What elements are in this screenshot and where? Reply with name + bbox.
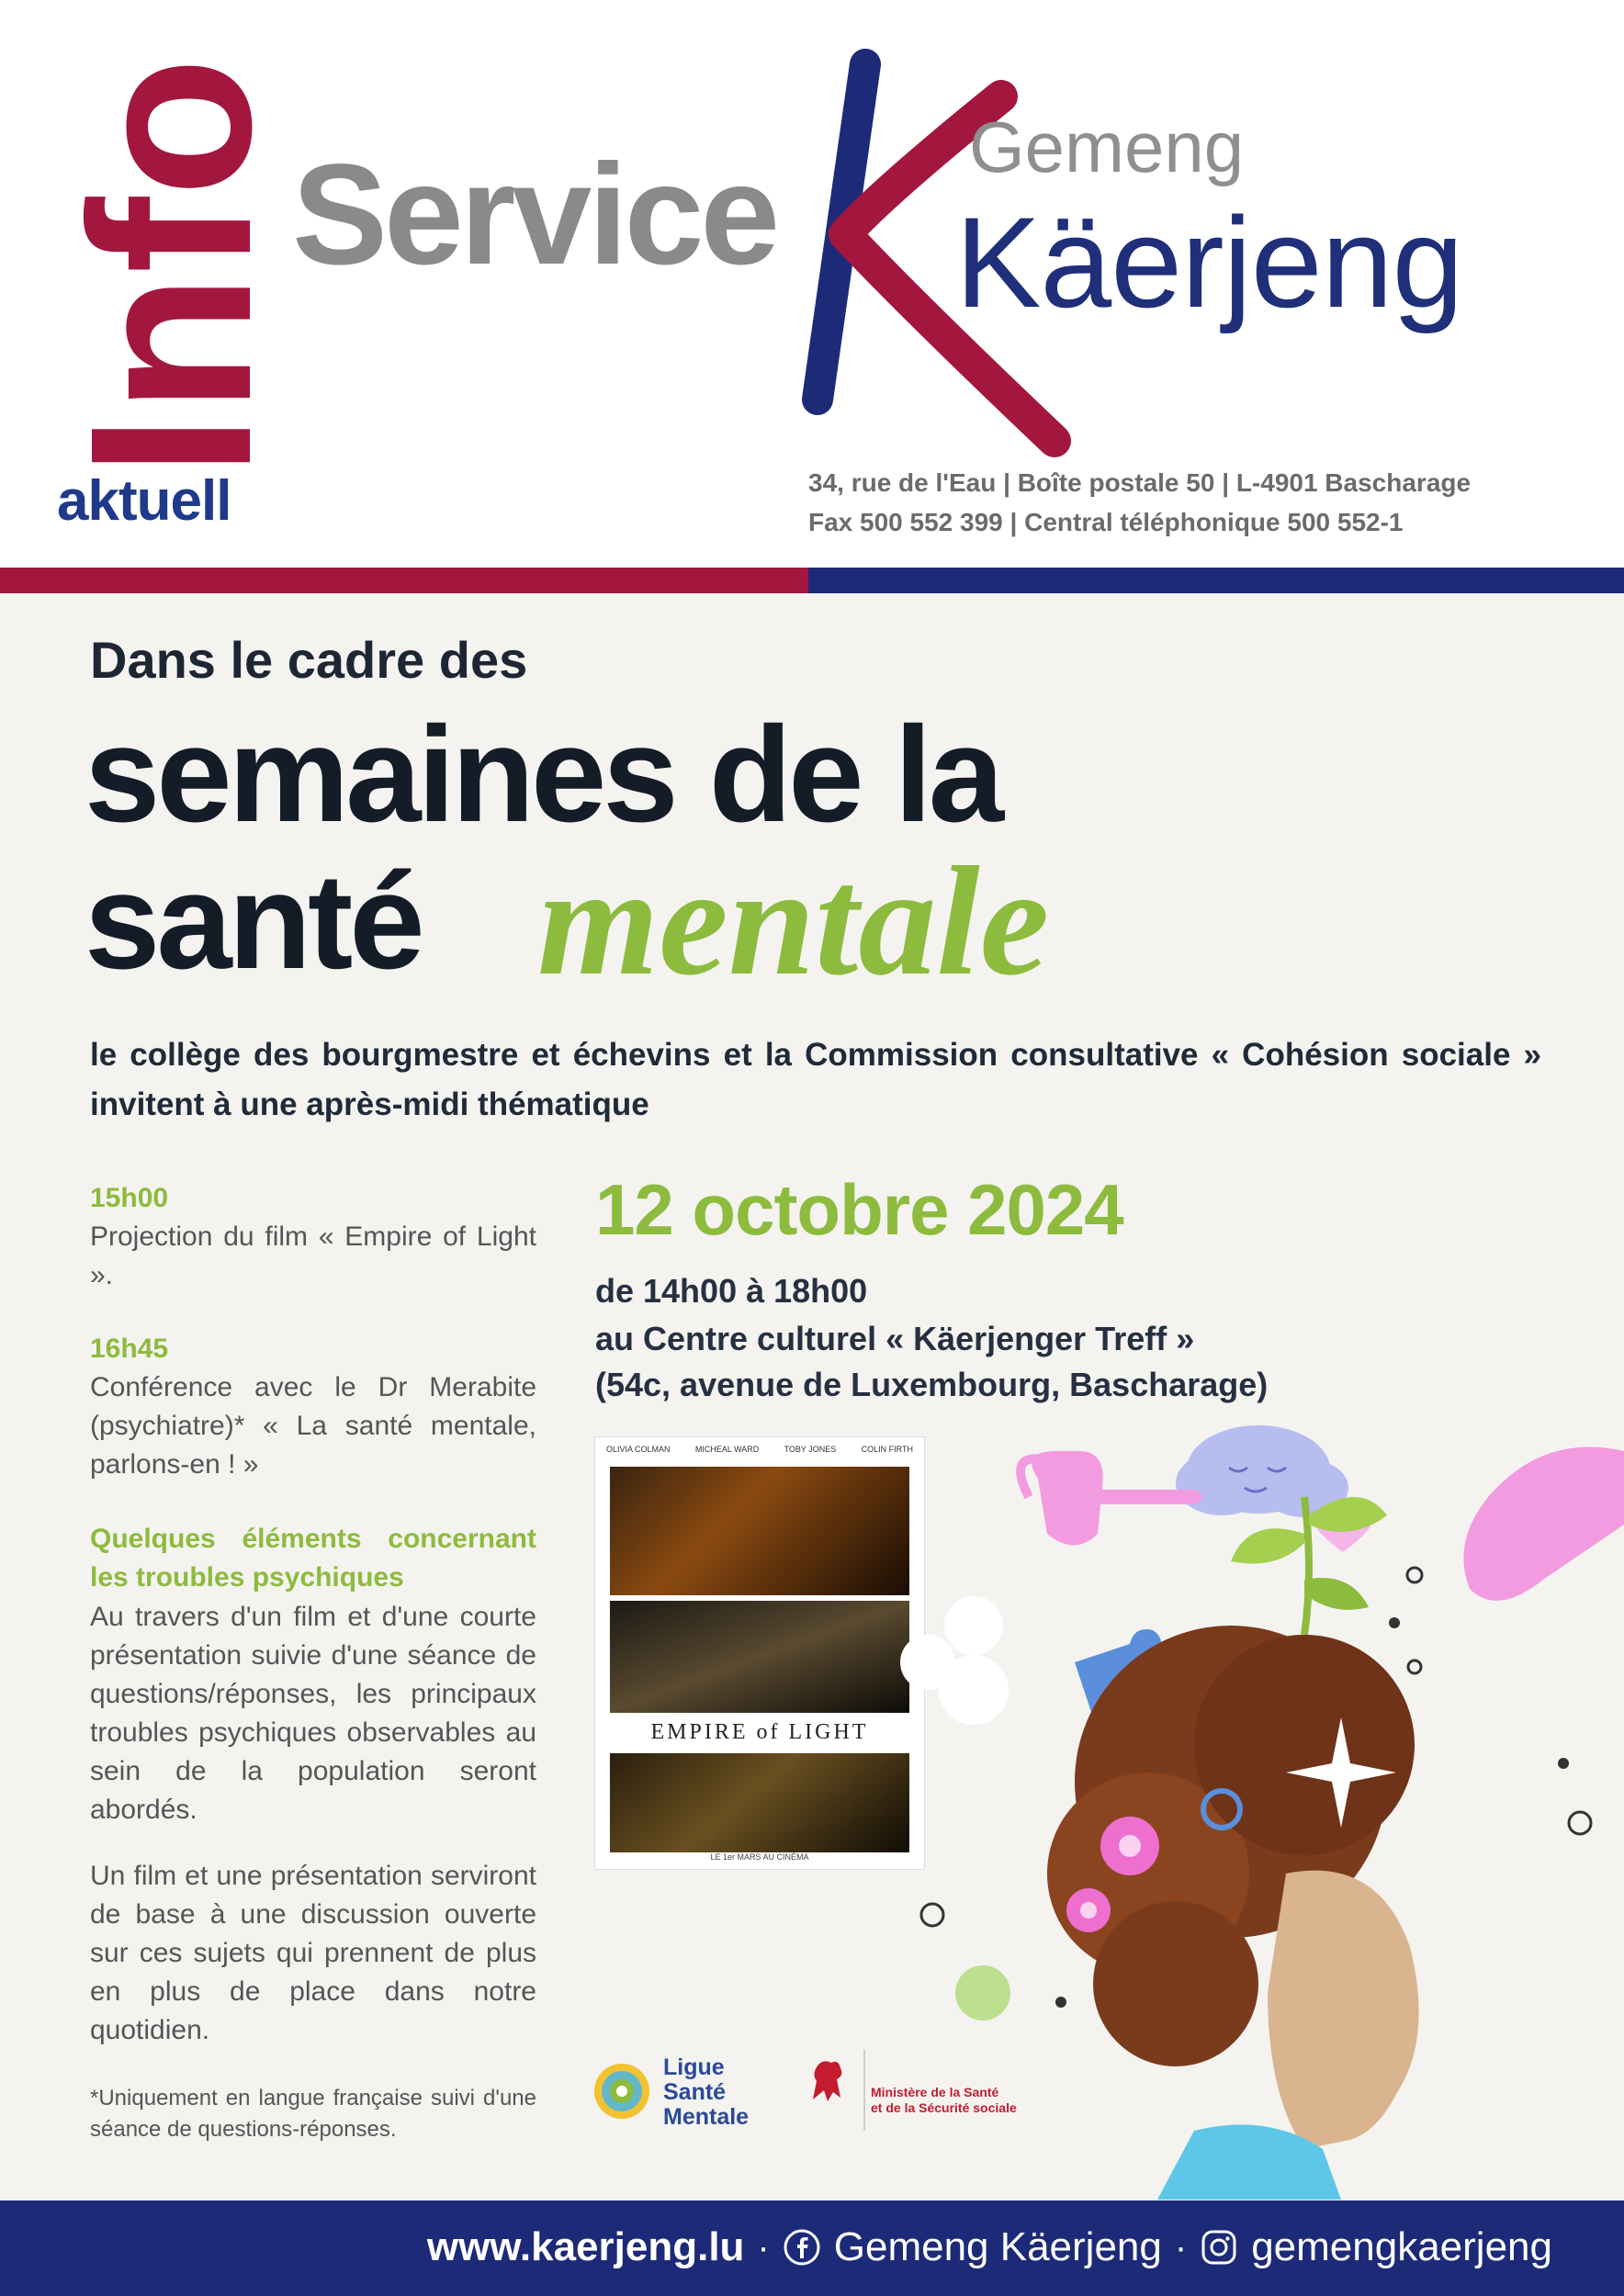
ligue-line: Santé xyxy=(663,2079,727,2105)
kaerjeng-label: Käerjeng xyxy=(955,190,1463,334)
headline-intro: Dans le cadre des xyxy=(90,631,528,689)
decor-circle xyxy=(1569,1812,1591,1834)
section-title: Quelques éléments concernant les troubles psychiques xyxy=(90,1524,536,1593)
ligue-logo-text xyxy=(663,2055,749,2130)
instagram-link[interactable]: gemengkaerjeng xyxy=(1251,2224,1552,2269)
header-band-blue xyxy=(808,568,1624,593)
headline-line1: semaines de la xyxy=(85,699,1001,850)
decor-circle xyxy=(1408,1660,1421,1673)
separator: · xyxy=(1174,2226,1188,2268)
ministere-line: et de la Sécurité sociale xyxy=(871,2100,1017,2115)
website-link[interactable]: www.kaerjeng.lu xyxy=(426,2224,745,2269)
poster-title: EMPIRE of LIGHT xyxy=(650,1720,869,1744)
program-desc-2: Conférence avec le Dr Merabite (psychiatre)* « La santé mentale, parlons-en ! » xyxy=(90,1372,536,1480)
header xyxy=(0,0,1624,569)
poster-actor: MICHEAL WARD xyxy=(694,1445,760,1454)
info-logo-text: Info xyxy=(42,56,299,478)
poster-image-top xyxy=(610,1467,909,1595)
ligue-line: Ligue xyxy=(663,2054,725,2080)
decor-dot xyxy=(1558,1758,1569,1769)
program-time-1: 15h00 xyxy=(90,1183,169,1213)
decor-dot xyxy=(1055,1997,1066,2008)
event-time: de 14h00 à 18h00 xyxy=(595,1272,868,1310)
headline-line2: santé xyxy=(85,846,422,997)
watering-can-icon xyxy=(1021,1451,1194,1546)
child-face xyxy=(1268,1871,1419,2149)
poster-actors xyxy=(606,1445,913,1463)
separator: · xyxy=(757,2226,770,2268)
event-address: (54c, avenue de Luxembourg, Bascharage) xyxy=(595,1366,1269,1403)
decor-circle xyxy=(921,1904,943,1926)
luxembourg-lion-icon xyxy=(804,2054,850,2109)
ligue-line: Mentale xyxy=(663,2104,750,2130)
footer-bar xyxy=(0,2200,1624,2296)
child-illustration xyxy=(919,1396,1624,2200)
hand-icon xyxy=(1463,1447,1624,1601)
aktuell-label: aktuell xyxy=(57,469,231,533)
header-band-red xyxy=(0,568,808,593)
invitation-text: le collège des bourgmestre et échevins et la Commission consultative « Cohésion sociale » invitent à une après-midi thématique xyxy=(90,1037,1541,1122)
footer-content xyxy=(427,2224,1552,2270)
decor-circle xyxy=(1407,1568,1422,1582)
gemeng-label: Gemeng xyxy=(969,107,1245,187)
facebook-icon xyxy=(783,2228,821,2267)
section-paragraph-2: Un film et une présentation serviront de base à une discussion ouverte sur ces sujets qui prennent de plus en plus de place dans notre quotidien. xyxy=(90,1861,536,2045)
plant-icon xyxy=(1231,1497,1387,1635)
gear-icon xyxy=(1119,1835,1141,1857)
ligue-sante-mentale-icon xyxy=(590,2059,654,2123)
event-date: 12 octobre 2024 xyxy=(595,1169,1123,1250)
movie-poster xyxy=(595,1437,924,1869)
gear-icon xyxy=(1080,1902,1097,1919)
headline-accent: mentale xyxy=(537,835,1050,1007)
program-time-2: 16h45 xyxy=(90,1334,169,1364)
contact-line: Fax 500 552 399 | Central téléphonique 500 552-1 xyxy=(808,508,1404,536)
section-body: Au travers d'un film et d'une courte présentation suivie d'une séance de questions/réponses, les principaux troubles psychiques observables au sein de la population seront abordés. xyxy=(90,1602,536,1825)
poster-release: LE 1er MARS AU CINÉMA xyxy=(710,1852,809,1862)
service-title: Service xyxy=(292,135,777,295)
facebook-link[interactable]: Gemeng Käerjeng xyxy=(833,2224,1162,2269)
poster-actor: TOBY JONES xyxy=(784,1445,837,1454)
address-line: 34, rue de l'Eau | Boîte postale 50 | L-4901 Bascharage xyxy=(808,468,1472,497)
event-place: au Centre culturel « Käerjenger Treff » xyxy=(595,1320,1195,1357)
cloud-icon xyxy=(1176,1425,1348,1517)
decor-dot xyxy=(1389,1617,1400,1628)
poster-actor: OLIVIA COLMAN xyxy=(606,1445,671,1454)
instagram-icon xyxy=(1200,2228,1238,2267)
program-desc-1: Projection du film « Empire of Light ». xyxy=(90,1221,536,1290)
poster-actor: COLIN FIRTH xyxy=(861,1445,913,1454)
info-aktuell-logo xyxy=(37,56,299,496)
poster-image-bottom xyxy=(610,1753,909,1852)
poster-image-middle xyxy=(610,1601,909,1713)
ministere-line: Ministère de la Santé xyxy=(871,2085,999,2099)
flower-icon xyxy=(955,1965,1010,2020)
footnote: *Uniquement en langue française suivi d'une séance de questions-réponses. xyxy=(90,2086,536,2142)
